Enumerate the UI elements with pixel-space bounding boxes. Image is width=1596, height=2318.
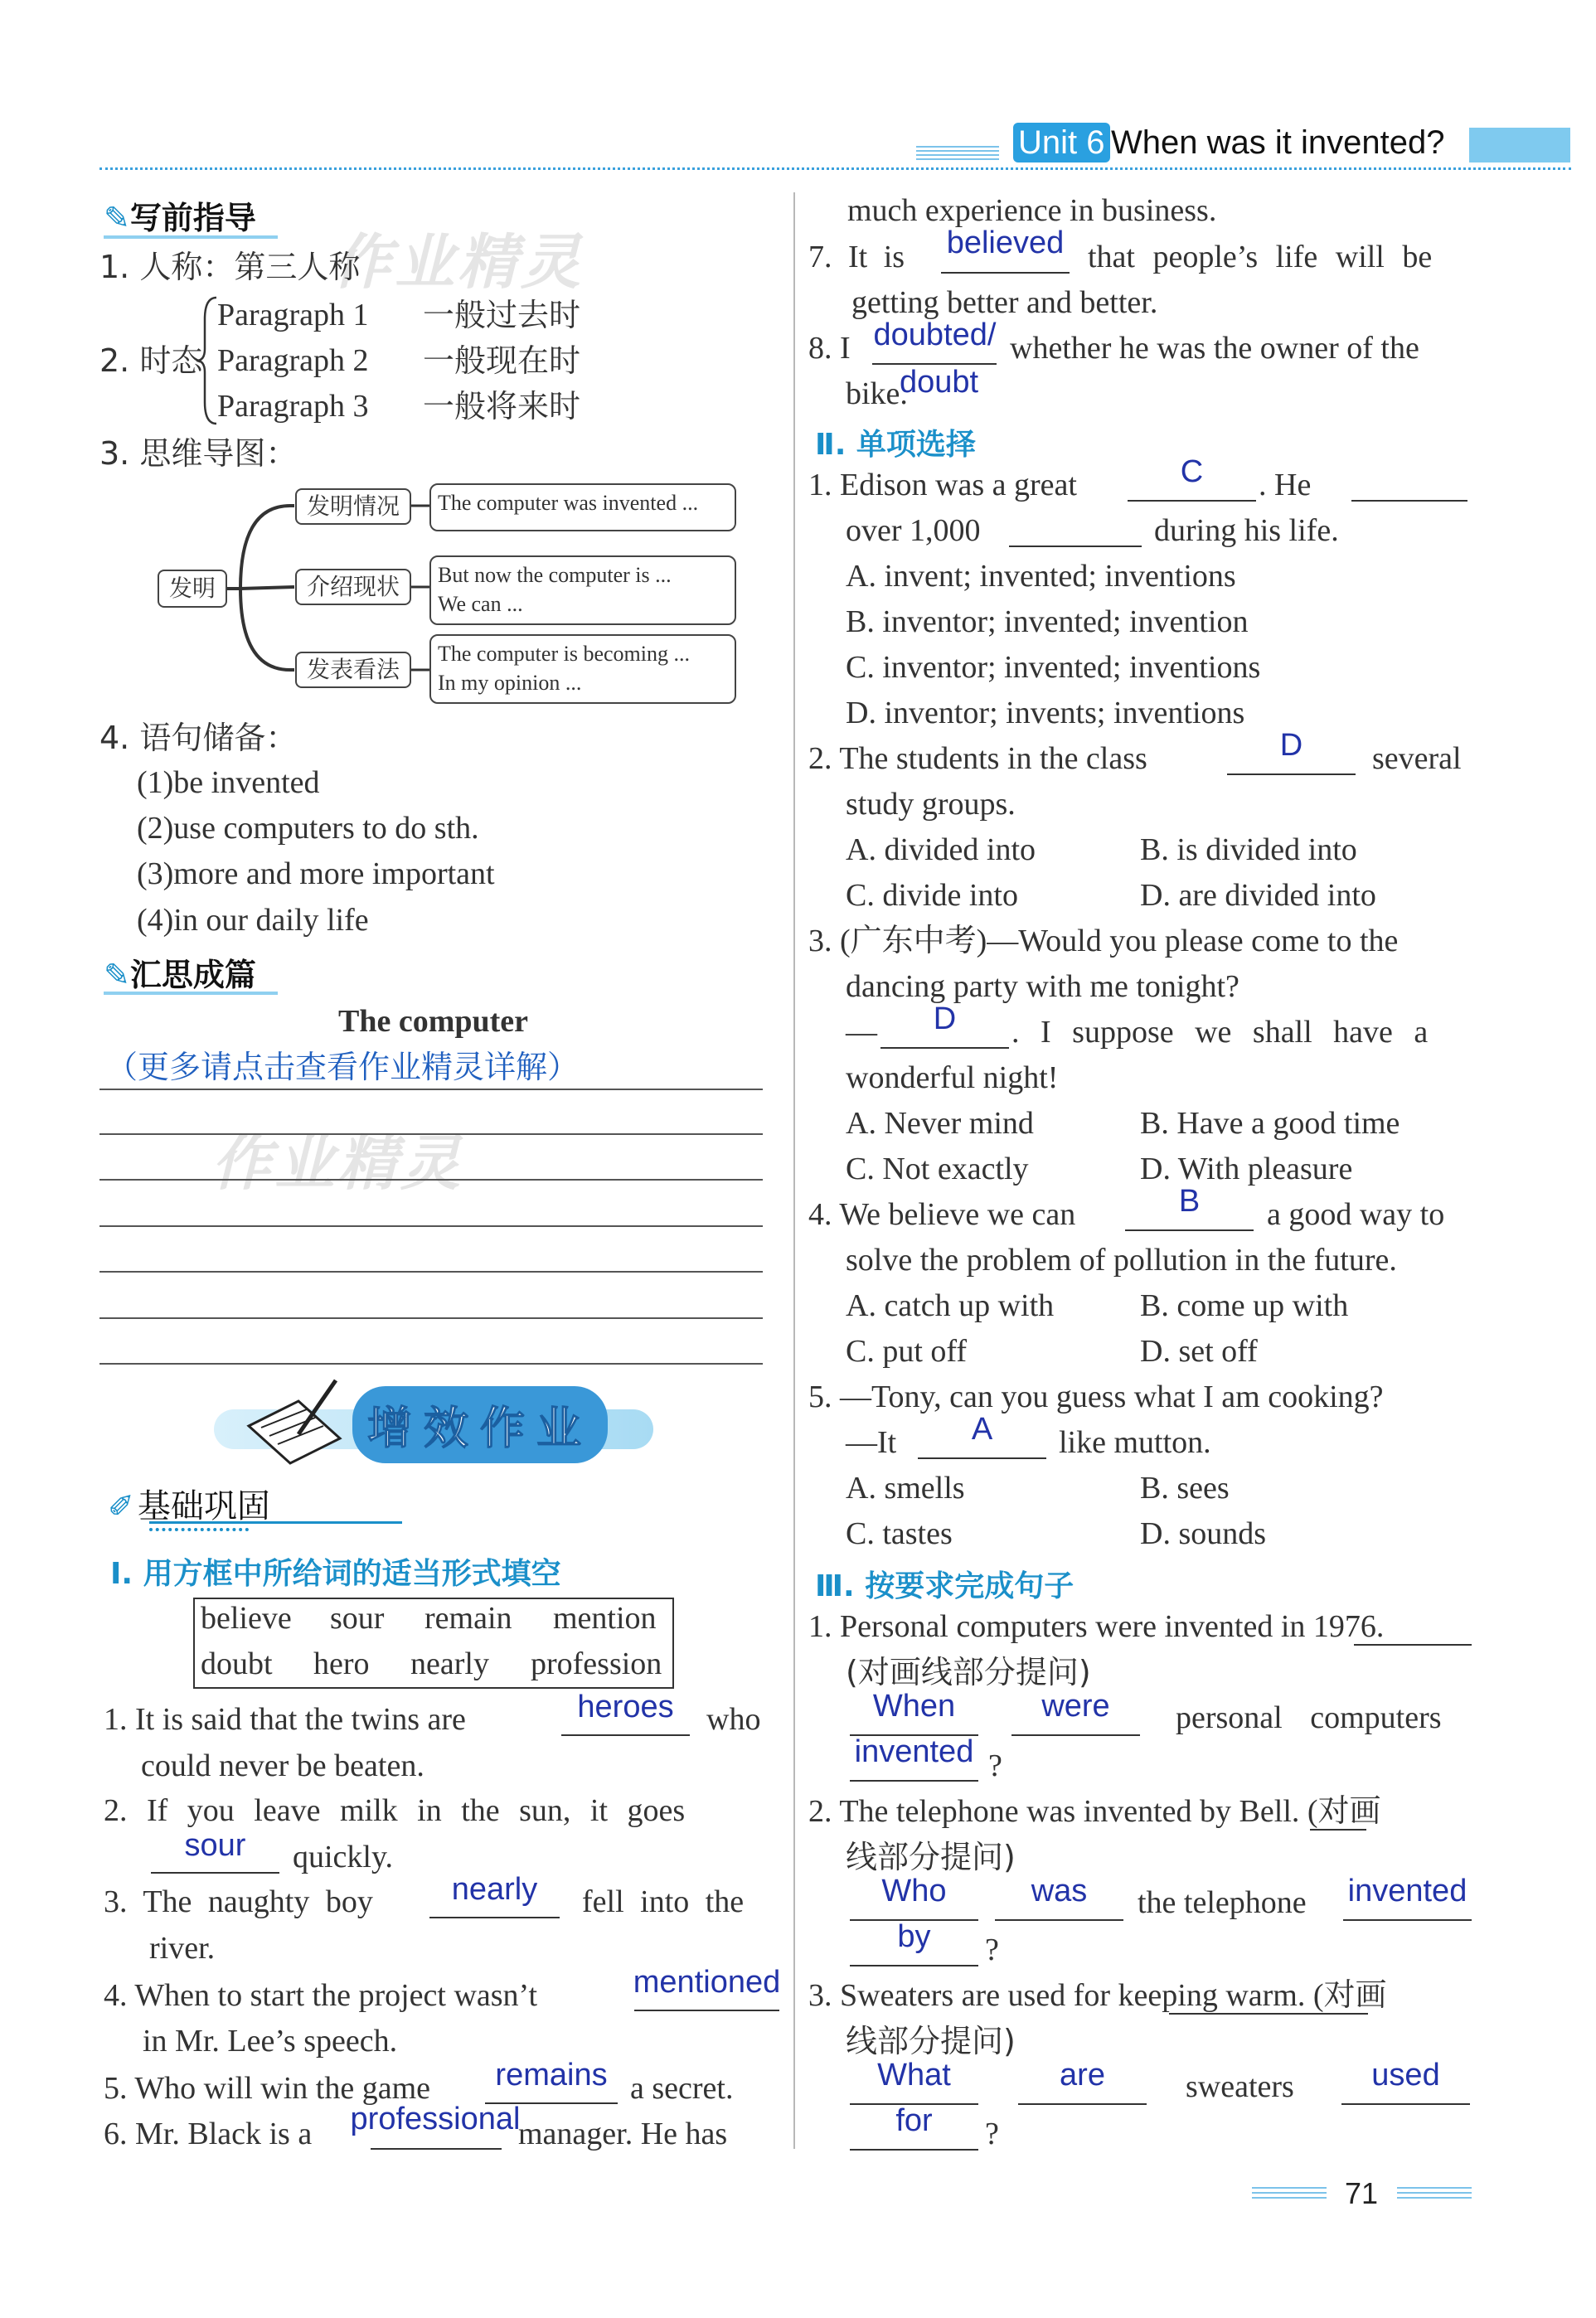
q6-answer: professional: [350, 2102, 521, 2136]
q6-blank[interactable]: [371, 2148, 502, 2150]
mc5-option[interactable]: C. tastes: [846, 1516, 953, 1551]
mc3-option[interactable]: B. Have a good time: [1140, 1106, 1400, 1141]
writing-line[interactable]: [99, 1317, 763, 1319]
rw1-blank[interactable]: [1011, 1734, 1140, 1736]
compose-title-underline: [104, 992, 278, 995]
mc1-text: . He: [1259, 468, 1312, 502]
q8-answer: doubted/: [873, 318, 997, 352]
q2-text: 2. If you leave milk in the sun, it goes: [104, 1793, 686, 1828]
word-box-word: profession: [531, 1646, 662, 1681]
q6-text-continued: much experience in business.: [847, 193, 1217, 228]
q3-text: river.: [149, 1931, 216, 1966]
sentence-item: (4)in our daily life: [137, 903, 369, 938]
tense-brace: [195, 294, 220, 427]
section2-title: Ⅱ. 单项选择: [815, 428, 976, 462]
mc4-blank[interactable]: [1125, 1229, 1254, 1231]
mindmap-text: The computer was invented ...: [438, 491, 699, 515]
mc5-option[interactable]: D. sounds: [1140, 1516, 1267, 1551]
rw3-text: 线部分提问): [846, 2023, 1016, 2059]
writing-line[interactable]: [99, 1089, 763, 1090]
rw1-text: personal computers: [1176, 1700, 1442, 1735]
header-dotted-line: [99, 167, 1571, 170]
q1-text: 1. It is said that the twins are: [104, 1702, 466, 1737]
mc4-answer: B: [1178, 1184, 1201, 1219]
unit-badge: Unit 6: [1013, 123, 1110, 162]
mc1-text: over 1,000: [846, 513, 981, 548]
footer-stripes-right: [1397, 2187, 1472, 2200]
mc1-text: 1. Edison was a great: [808, 468, 1077, 502]
tense-value-2: 一般现在时: [423, 342, 581, 379]
word-box-word: remain: [424, 1601, 512, 1636]
mc1-blank[interactable]: [1128, 500, 1256, 502]
mc2-blank[interactable]: [1227, 773, 1356, 775]
rw3-answer: What: [877, 2058, 951, 2093]
mc5-text: like mutton.: [1059, 1425, 1211, 1460]
mindmap-center: 发明: [158, 570, 227, 608]
mindmap-branch-box: [429, 634, 736, 704]
mc2-text: 2. The students in the class: [808, 741, 1147, 776]
rw3-answer: used: [1371, 2058, 1440, 2093]
writing-line[interactable]: [99, 1225, 763, 1227]
q5-answer: remains: [495, 2058, 608, 2093]
compose-title: ✎汇思成篇: [104, 957, 256, 993]
rw2-text: 线部分提问): [846, 1839, 1016, 1875]
mc1-blank[interactable]: [1009, 546, 1142, 547]
q4-text: 4. When to start the project wasn’t: [104, 1978, 538, 2013]
mindmap-branch-label: 发明情况: [295, 488, 411, 525]
rw1-qmark: ?: [988, 1748, 1002, 1783]
rw2-answer: invented: [1347, 1874, 1467, 1908]
mc1-blank[interactable]: [1351, 500, 1467, 502]
q3-text: fell into the: [582, 1884, 745, 1919]
guide-title: ✎写前指导: [104, 200, 256, 236]
mc1-option[interactable]: A. invent; invented; inventions: [846, 559, 1236, 594]
rw2-answer: was: [1031, 1874, 1088, 1908]
mc3-text: dancing party with me tonight?: [846, 969, 1239, 1004]
mc5-option[interactable]: B. sees: [1140, 1471, 1230, 1506]
q4-answer: mentioned: [633, 1965, 781, 2000]
guide-title-underline: [104, 235, 278, 239]
mc4-text: 4. We believe we can: [808, 1197, 1076, 1232]
mc5-option[interactable]: A. smells: [846, 1471, 965, 1506]
rw2-qmark: ?: [985, 1932, 999, 1967]
q3-answer: nearly: [451, 1872, 538, 1907]
q7-text: that people’s life will be: [1088, 240, 1433, 274]
rw3-underline: [1169, 2013, 1368, 2015]
rw2-answer: Who: [881, 1874, 947, 1908]
rw1-answer: invented: [854, 1734, 974, 1769]
q6-text: 6. Mr. Black is a: [104, 2117, 313, 2151]
rw3-answer: for: [895, 2103, 933, 2138]
mc2-text: study groups.: [846, 787, 1016, 822]
header-color-bar: [1469, 128, 1570, 162]
rw1-answer: were: [1041, 1689, 1110, 1724]
q1-answer: heroes: [577, 1690, 674, 1724]
writing-line[interactable]: [99, 1363, 763, 1365]
mindmap-label: 3. 思维导图：: [99, 435, 298, 472]
tense-para-2: Paragraph 2: [217, 343, 369, 378]
word-box-word: sour: [330, 1601, 385, 1636]
rw2-blank[interactable]: [1343, 1919, 1472, 1921]
mc4-text: solve the problem of pollution in the future.: [846, 1243, 1397, 1278]
header-stripes: [916, 146, 999, 162]
mc4-option[interactable]: D. set off: [1140, 1334, 1258, 1369]
q1-text: who: [706, 1702, 761, 1737]
mindmap-branch-box: [429, 483, 736, 531]
mc3-text: 3. (广东中考)—Would you please come to the: [808, 924, 1399, 958]
q2-answer: sour: [184, 1828, 246, 1863]
rw2-underline: [1310, 1829, 1366, 1831]
mc4-option[interactable]: A. catch up with: [846, 1288, 1055, 1323]
mc2-option[interactable]: A. divided into: [846, 832, 1036, 867]
q3-text: 3. The naughty boy: [104, 1884, 373, 1919]
mc4-text: a good way to: [1267, 1197, 1445, 1232]
unit-title: When was it invented?: [1111, 124, 1445, 161]
mindmap-text: But now the computer is ...: [438, 563, 672, 587]
mindmap-text: In my opinion ...: [438, 671, 582, 696]
rw3-answer: are: [1060, 2058, 1105, 2093]
pen-icon: ✐: [108, 1488, 134, 1525]
word-box-word: believe: [201, 1601, 292, 1636]
q7-text: getting better and better.: [851, 285, 1158, 320]
q5-text: a secret.: [630, 2071, 734, 2106]
mc2-option[interactable]: D. are divided into: [1140, 878, 1376, 913]
q8-text: 8. I: [808, 331, 851, 366]
q8-text: bike.: [846, 376, 908, 411]
mc3-answer: D: [933, 1001, 957, 1036]
rw3-text: sweaters: [1186, 2069, 1294, 2104]
q3-blank[interactable]: [429, 1917, 560, 1918]
mindmap-branch-label: 介绍现状: [295, 569, 411, 605]
rw1-text: (对画线部分提问): [846, 1654, 1091, 1690]
homework-banner: 增效作业: [352, 1386, 608, 1463]
word-box-word: hero: [313, 1646, 370, 1681]
tense-value-1: 一般过去时: [423, 297, 581, 333]
rw3-text: 3. Sweaters are used for keeping warm. (对画: [808, 1978, 1387, 2013]
rw2-text: the telephone: [1138, 1885, 1307, 1920]
footer-stripes-left: [1252, 2187, 1327, 2200]
mc1-text: during his life.: [1154, 513, 1339, 548]
writing-line[interactable]: [99, 1271, 763, 1273]
q6-text: manager. He has: [518, 2117, 728, 2151]
word-box-word: doubt: [201, 1646, 273, 1681]
mc3-blank[interactable]: [880, 1047, 1009, 1049]
mc1-option[interactable]: D. inventor; invents; inventions: [846, 696, 1245, 730]
rw1-answer: When: [872, 1689, 956, 1724]
mindmap-branch-label: 发表看法: [295, 652, 411, 688]
watermark: 作业精灵: [332, 227, 585, 297]
mc3-text: . I suppose we shall have a: [1011, 1015, 1429, 1050]
rw2-blank[interactable]: [995, 1919, 1123, 1921]
mc4-option[interactable]: B. come up with: [1140, 1288, 1349, 1323]
q8-text: whether he was the owner of the: [1010, 331, 1419, 366]
mc2-option[interactable]: B. is divided into: [1140, 832, 1357, 867]
q4-blank[interactable]: [634, 2010, 779, 2011]
rw2-answer: by: [897, 1919, 931, 1954]
mc3-option[interactable]: D. With pleasure: [1140, 1152, 1353, 1186]
rw3-blank[interactable]: [1018, 2103, 1147, 2105]
mc3-option[interactable]: C. Not exactly: [846, 1152, 1029, 1186]
rw2-text: 2. The telephone was invented by Bell. (对画: [808, 1794, 1381, 1829]
basic-title-underline: [149, 1521, 402, 1524]
tense-label: 2. 时态: [99, 342, 203, 379]
sentence-item: (3)more and more important: [137, 856, 495, 891]
mc3-text: —: [846, 1015, 877, 1050]
section1-title: Ⅰ. 用方框中所给词的适当形式填空: [110, 1557, 561, 1591]
section3-title: Ⅲ. 按要求完成句子: [815, 1569, 1075, 1603]
tense-para-3: Paragraph 3: [217, 389, 369, 424]
basic-title: ✐ 基础巩固: [108, 1487, 270, 1525]
mindmap-text: We can ...: [438, 592, 523, 617]
writing-line[interactable]: [99, 1133, 763, 1135]
q4-text: in Mr. Lee’s speech.: [143, 2024, 398, 2059]
tense-para-1: Paragraph 1: [217, 298, 369, 332]
q2-text: quickly.: [293, 1840, 394, 1874]
q5-text: 5. Who will win the game: [104, 2071, 431, 2106]
column-divider: [793, 192, 795, 2149]
tense-value-3: 一般将来时: [423, 388, 581, 424]
notebook-pen-icon: [240, 1376, 348, 1467]
rw2-blank[interactable]: [850, 1965, 978, 1966]
composition-title: The computer: [338, 1004, 529, 1039]
mc3-text: wonderful night!: [846, 1060, 1059, 1095]
word-box-word: mention: [553, 1601, 657, 1636]
more-link[interactable]: （更多请点击查看作业精灵详解）: [106, 1049, 580, 1085]
person-item: 1. 人称：第三人称: [99, 249, 361, 285]
mc1-answer: C: [1180, 454, 1204, 489]
q1-blank[interactable]: [561, 1734, 690, 1736]
q7-blank[interactable]: [941, 272, 1070, 274]
rw1-underline: [1354, 1644, 1472, 1646]
mc5-text: 5. —Tony, can you guess what I am cooking?: [808, 1380, 1384, 1414]
mc5-text: —It: [846, 1425, 897, 1460]
rw3-qmark: ?: [985, 2117, 999, 2151]
rw3-blank[interactable]: [850, 2149, 978, 2151]
q7-answer: believed: [946, 225, 1065, 260]
rw1-text: 1. Personal computers were invented in 1976.: [808, 1609, 1385, 1644]
q2-blank[interactable]: [151, 1872, 279, 1874]
rw3-blank[interactable]: [1341, 2103, 1470, 2105]
mc4-option[interactable]: C. put off: [846, 1334, 968, 1369]
mc1-option[interactable]: B. inventor; invented; invention: [846, 604, 1249, 639]
mc5-answer: A: [971, 1412, 993, 1447]
word-box-word: nearly: [410, 1646, 489, 1681]
watermark: 作业精灵: [211, 1128, 464, 1198]
mc5-blank[interactable]: [918, 1457, 1046, 1459]
writing-line[interactable]: [99, 1179, 763, 1181]
q8-answer: doubt: [900, 365, 979, 400]
sentence-item: (1)be invented: [137, 765, 320, 800]
mc2-answer: D: [1279, 728, 1303, 763]
mc2-text: several: [1372, 741, 1462, 776]
sentence-item: (2)use computers to do sth.: [137, 811, 479, 846]
basic-title-dots: [149, 1528, 249, 1531]
mc1-option[interactable]: C. inventor; invented; inventions: [846, 650, 1261, 685]
q7-text: 7. It is: [808, 240, 905, 274]
page-number: 71: [1345, 2176, 1379, 2210]
mindmap-text: The computer is becoming ...: [438, 642, 690, 666]
sentences-label: 4. 语句储备：: [99, 720, 298, 756]
rw1-blank[interactable]: [850, 1780, 978, 1782]
mc2-option[interactable]: C. divide into: [846, 878, 1018, 913]
mindmap-branch-box: [429, 555, 736, 625]
feather-icon: ✎: [104, 957, 130, 993]
feather-icon: ✎: [104, 200, 130, 236]
mc3-option[interactable]: A. Never mind: [846, 1106, 1034, 1141]
q1-text: could never be beaten.: [141, 1748, 424, 1783]
